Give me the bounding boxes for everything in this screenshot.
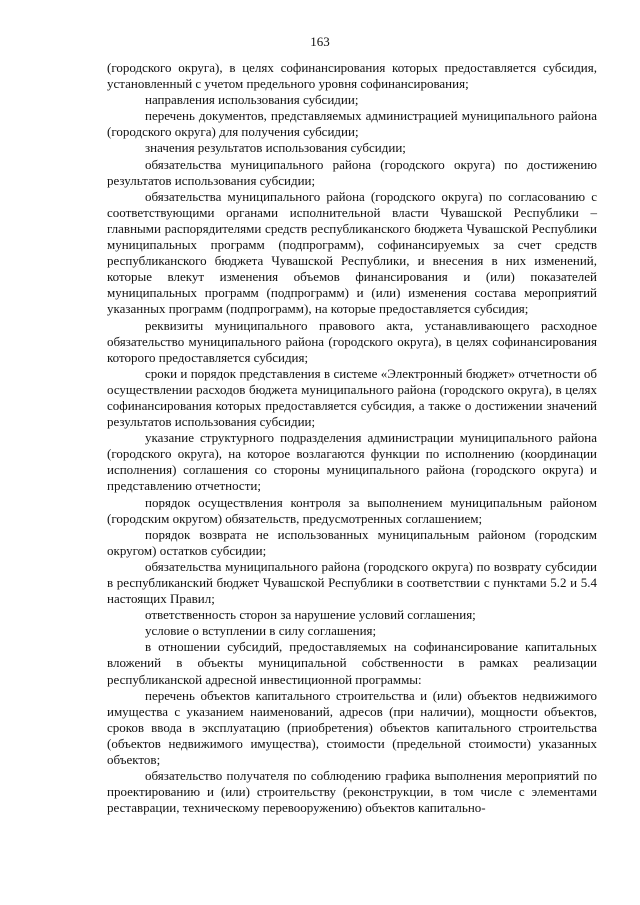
paragraph: порядок осуществления контроля за выполнением муниципальным районом (городским округом) обязательств, предусмотренных соглашением; xyxy=(107,494,597,526)
paragraph-continuation: (городского округа), в целях софинансирования которых предоставляется субсидия, установленный с учетом предельного уровня софинансирования; xyxy=(107,60,597,92)
paragraph: значения результатов использования субсидии; xyxy=(145,140,406,156)
paragraph: ответственность сторон за нарушение условий соглашения; xyxy=(145,607,476,623)
paragraph: обязательства муниципального района (городского округа) по достижению результатов использования субсидии; xyxy=(107,156,597,188)
paragraph: указание структурного подразделения администрации муниципального района (городского округа), на которое возлагаются функции по исполнению (координации исполнения) соглашения со стороны муниципального района (городского округа) и представлению отчетности; xyxy=(107,430,597,494)
paragraph: обязательства муниципального района (городского округа) по согласованию с соответствующими органами исполнительной власти Чувашской Республики – главными распорядителями средств республиканского бюджета Чувашской Республики муниципальных программ (подпрограмм), софинансируемых за счет средств республиканского бюджета Чувашской Республики, и внесения в них изменений, которые влекут изменения объемов финансирования и (или) показателей муниципальных программ (подпрограмм) и (или) изменения состава мероприятий указанных программ (подпрограмм), на которые предоставляется субсидия; xyxy=(107,188,597,317)
paragraph: перечень объектов капитального строительства и (или) объектов недвижимого имущества с указанием наименований, адресов (при наличии), мощности объектов, сроков ввода в эксплуатацию (приобретения) объектов капитального строительства (объектов недвижимого имущества), стоимости (предельной стоимости) указанных объектов; xyxy=(107,687,597,768)
paragraph: перечень документов, представляемых администрацией муниципального района (городского округа) для получения субсидии; xyxy=(107,108,597,140)
paragraph: обязательство получателя по соблюдению графика выполнения мероприятий по проектированию и (или) строительству (реконструкции, в том числе с элементами реставрации, техническому перевооружению) объектов капитально- xyxy=(107,768,597,816)
page-number: 163 xyxy=(310,34,330,49)
paragraph: реквизиты муниципального правового акта, устанавливающего расходное обязательство муниципального района (городского округа), в целях софинансирования которого предоставляется субсидия; xyxy=(107,317,597,365)
document-body xyxy=(107,60,597,816)
paragraph: в отношении субсидий, предоставляемых на софинансирование капитальных вложений в объекты муниципальной собственности в рамках реализации республиканской адресной инвестиционной программы: xyxy=(107,639,597,687)
paragraph: порядок возврата не использованных муниципальным районом (городским округом) остатков субсидии; xyxy=(107,526,597,558)
paragraph: обязательства муниципального района (городского округа) по возврату субсидии в республиканский бюджет Чувашской Республики в соответствии с пунктами 5.2 и 5.4 настоящих Правил; xyxy=(107,558,597,607)
paragraph: условие о вступлении в силу соглашения; xyxy=(145,623,377,639)
paragraph: сроки и порядок представления в системе «Электронный бюджет» отчетности об осуществлении расходов бюджета муниципального района (городского округа), в целях софинансирования которых предоставляется субсидия, а также о достижении значений результатов использования субсидии; xyxy=(107,365,597,430)
paragraph: направления использования субсидии; xyxy=(145,92,359,108)
